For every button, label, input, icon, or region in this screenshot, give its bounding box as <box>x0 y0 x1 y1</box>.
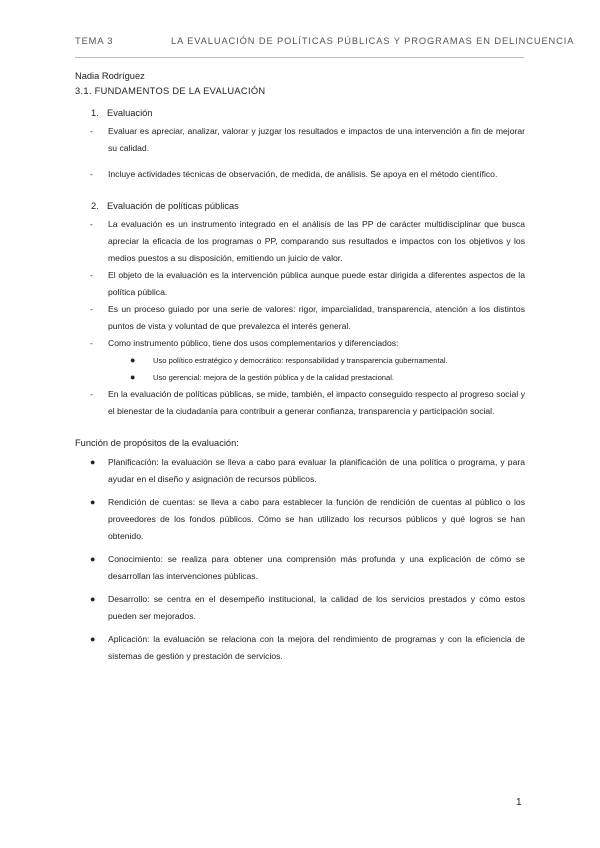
sub-list-item: ● Uso gerencial: mejora de la gestión pública y de la calidad prestacional. <box>75 369 525 386</box>
list-item: - El objeto de la evaluación es la intervención pública aunque puede estar dirigida a diferentes aspectos de la política pública. <box>75 267 525 301</box>
dash-marker: - <box>90 126 93 136</box>
subsection-number: 2. <box>91 201 99 211</box>
list-item: ● Desarrollo: se centra en el desempeño institucional, la calidad de los servicios prestados y cómo estos pueden ser mejorados. <box>75 591 525 625</box>
list-item: ● Conocimiento: se realiza para obtener una comprensión más profunda y una explicación de cómo se desarrollan las intervenciones públicas. <box>75 551 525 585</box>
bullet-marker: ● <box>90 497 96 507</box>
page-header <box>75 36 575 48</box>
author-name: Nadia Rodríguez <box>75 71 145 81</box>
subsection-number: 1. <box>91 108 99 118</box>
dash-marker: - <box>90 169 93 179</box>
header-tema: TEMA 3 <box>75 36 114 46</box>
list-item: - En la evaluación de políticas públicas, se mide, también, el impacto conseguido respecto al progreso social y el bienestar de la ciudadanía para contribuir a generar confianza, transparencia y participación social. <box>75 386 525 420</box>
header-title: LA EVALUACIÓN DE POLÍTICAS PÚBLICAS Y PROGRAMAS EN DELINCUENCIA <box>171 36 575 46</box>
list-item: ● Rendición de cuentas: se lleva a cabo para establecer la función de rendición de cuentas al público o los proveedores de los fondos públicos. Cómo se han utilizado los recursos públicos y qué logros se han obtenido. <box>75 494 525 545</box>
list-item: - Evaluar es apreciar, analizar, valorar y juzgar los resultados e impactos de una intervención a fin de mejorar su calidad. <box>75 123 525 157</box>
subsection-title: Evaluación <box>107 108 153 118</box>
dash-marker: - <box>90 389 93 399</box>
subsection-title: Evaluación de políticas públicas <box>107 201 239 211</box>
bullet-marker: ● <box>90 554 96 564</box>
list-item: ● Planificación: la evaluación se lleva a cabo para evaluar la planificación de una política o programa, y para ayudar en el diseño y asignación de recursos públicos. <box>75 454 525 488</box>
dash-marker: - <box>90 338 93 348</box>
list-item: - La evaluación es un instrumento integrado en el análisis de las PP de carácter multidisciplinar que busca apreciar la eficacia de los programas o PP, comparando sus resultados e impactos con los objetivos y los medios puestos a su disposición, emitiendo un juicio de valor. <box>75 216 525 267</box>
bullet-marker: ● <box>90 457 96 467</box>
header-divider <box>75 57 524 58</box>
document-body <box>75 71 525 671</box>
bullet-marker: ● <box>90 594 96 604</box>
section-title: 3.1. FUNDAMENTOS DE LA EVALUACIÓN <box>75 86 266 96</box>
page-number: 1 <box>516 797 522 808</box>
list-item: - Incluye actividades técnicas de observación, de medida, de análisis. Se apoya en el método científico. <box>75 166 525 183</box>
dash-marker: - <box>90 219 93 229</box>
bullet-marker: ● <box>130 355 136 365</box>
subsection-heading-evaluacion-pp <box>75 201 525 211</box>
bullet-marker: ● <box>130 372 136 382</box>
dash-marker: - <box>90 304 93 314</box>
subsection-heading-evaluacion <box>75 108 525 118</box>
dash-marker: - <box>90 270 93 280</box>
sub-list-item: ● Uso político estratégico y democrático: responsabilidad y transparencia gubernamental. <box>75 352 525 369</box>
list-item: ● Aplicación: la evaluación se relaciona con la mejora del rendimiento de programas y con la eficiencia de sistemas de gestión y prestación de servicios. <box>75 631 525 665</box>
list-item: - Es un proceso guiado por una serie de valores: rigor, imparcialidad, transparencia, atención a los distintos puntos de vista y voluntad de que prevalezca el interés general. <box>75 301 525 335</box>
list-item: - Como instrumento público, tiene dos usos complementarios y diferenciados: <box>75 335 525 352</box>
bullet-marker: ● <box>90 634 96 644</box>
functions-title: Función de propósitos de la evaluación: <box>75 438 239 448</box>
